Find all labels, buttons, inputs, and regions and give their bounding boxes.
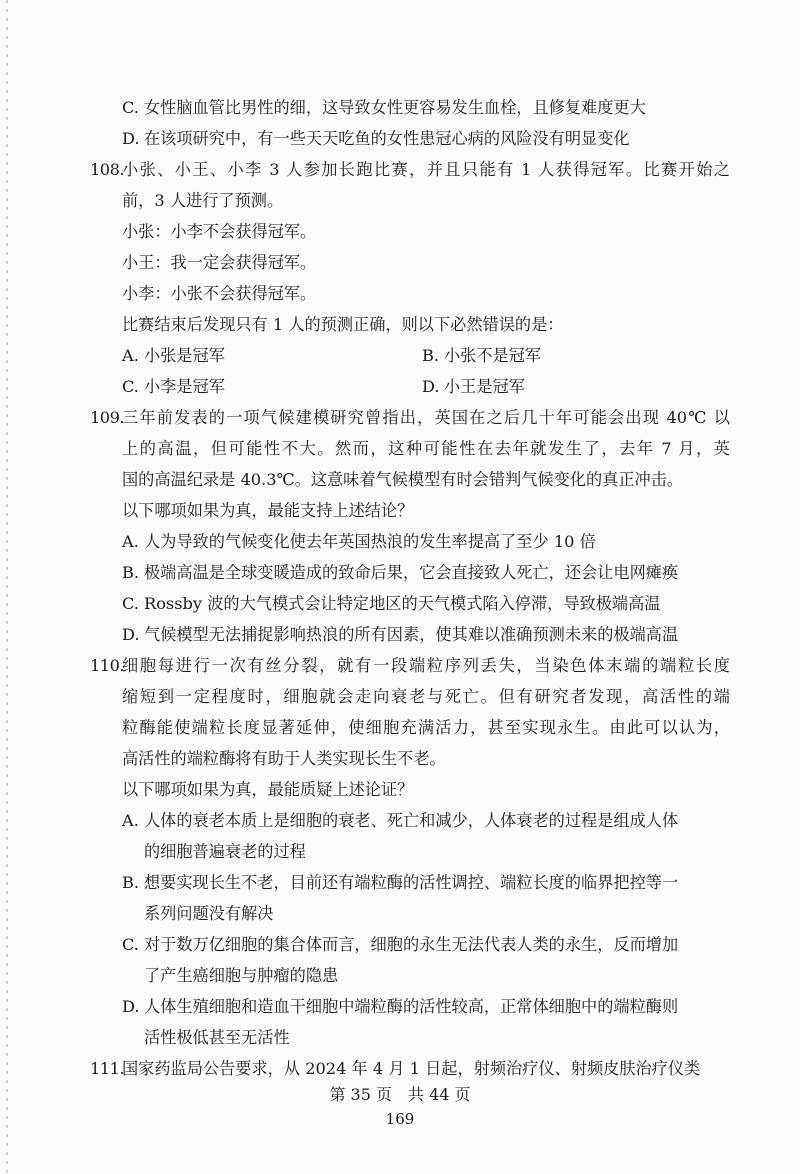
exam-page xyxy=(90,92,730,1084)
question-stem-line: 高活性的端粒酶将有助于人类实现长生不老。 xyxy=(122,749,446,768)
q109-option-c: C. Rossby 波的大气模式会让特定地区的天气模式陷入停滞，导致极端高温 xyxy=(122,594,661,613)
q108-option-c: C. 小李是冠军 xyxy=(122,377,225,396)
statement-line: 小王：我一定会获得冠军。 xyxy=(122,253,317,272)
q109-option-b: B. 极端高温是全球变暖造成的致命后果，它会直接致人死亡，还会让电网瘫痪 xyxy=(122,563,679,582)
q107-option-d: D. 在该项研究中，有一些天天吃鱼的女性患冠心病的风险没有明显变化 xyxy=(122,129,630,148)
q110-option-d: D. 人体生殖细胞和造血干细胞中端粒酶的活性较高，正常体细胞中的端粒酶则 活性极低甚至无活性 xyxy=(122,997,679,1047)
question-number: 111. xyxy=(90,1059,125,1078)
question-110 xyxy=(90,650,730,774)
question-prompt: 以下哪项如果为真，最能支持上述结论？ xyxy=(122,501,414,520)
q108-option-b: B. 小张不是冠军 xyxy=(422,346,542,365)
question-111 xyxy=(90,1053,730,1084)
binding-margin-dots xyxy=(6,0,8,1174)
page-number: 169 xyxy=(385,1110,415,1128)
question-stem-line: 细胞每进行一次有丝分裂，就有一段端粒序列丢失，当染色体末端的端粒长度 xyxy=(122,656,730,675)
question-number: 108. xyxy=(90,160,125,179)
question-stem-line: 上的高温，但可能性不大。然而，这种可能性在去年就发生了，去年 7 月，英 xyxy=(122,439,730,458)
question-stem-line: 国家药监局公告要求，从 2024 年 4 月 1 日起，射频治疗仪、射频皮肤治疗仪类 xyxy=(122,1059,701,1078)
q107-option-c: C. 女性脑血管比男性的细，这导致女性更容易发生血栓，且修复难度更大 xyxy=(122,98,646,117)
page-info: 第 35 页 共 44 页 xyxy=(329,1085,471,1104)
question-stem-line: 三年前发表的一项气候建模研究曾指出，英国在之后几十年可能会出现 40℃ 以 xyxy=(122,408,730,427)
question-stem-line: 粒酶能使端粒长度显著延伸，使细胞充满活力，甚至实现永生。由此可以认为， xyxy=(122,718,730,737)
question-number: 110. xyxy=(90,656,125,675)
statement-line: 小李：小张不会获得冠军。 xyxy=(122,284,317,303)
q109-option-a: A. 人为导致的气候变化使去年英国热浪的发生率提高了至少 10 倍 xyxy=(122,532,596,551)
question-prompt: 以下哪项如果为真，最能质疑上述论证？ xyxy=(122,780,414,799)
q110-option-a: A. 人体的衰老本质上是细胞的衰老、死亡和减少，人体衰老的过程是组成人体 的细胞普遍衰老的过程 xyxy=(122,811,679,861)
statement-line: 小张：小李不会获得冠军。 xyxy=(122,222,317,241)
question-stem-line: 前，3 人进行了预测。 xyxy=(122,191,284,210)
q108-options-row-1 xyxy=(90,340,730,371)
q108-options-row-2 xyxy=(90,371,730,402)
question-109 xyxy=(90,402,730,495)
question-number: 109. xyxy=(90,408,125,427)
question-stem-line: 小张、小王、小李 3 人参加长跑比赛，并且只能有 1 人获得冠军。比赛开始之 xyxy=(122,160,730,179)
question-108 xyxy=(90,154,730,216)
question-prompt: 比赛结束后发现只有 1 人的预测正确，则以下必然错误的是： xyxy=(122,315,564,334)
q110-option-c: C. 对于数万亿细胞的集合体而言，细胞的永生无法代表人类的永生，反而增加 了产生癌细胞与肿瘤的隐患 xyxy=(122,935,679,985)
q109-option-d: D. 气候模型无法捕捉影响热浪的所有因素，使其难以准确预测未来的极端高温 xyxy=(122,625,679,644)
q108-option-a: A. 小张是冠军 xyxy=(122,346,225,365)
question-stem-line: 国的高温纪录是 40.3℃。这意味着气候模型有时会错判气候变化的真正冲击。 xyxy=(122,470,684,489)
q110-option-b: B. 想要实现长生不老，目前还有端粒酶的活性调控、端粒长度的临界把控等一 系列问题没有解决 xyxy=(122,873,679,923)
question-stem-line: 缩短到一定程度时，细胞就会走向衰老与死亡。但有研究者发现，高活性的端 xyxy=(122,687,730,706)
q108-option-d: D. 小王是冠军 xyxy=(422,377,525,396)
